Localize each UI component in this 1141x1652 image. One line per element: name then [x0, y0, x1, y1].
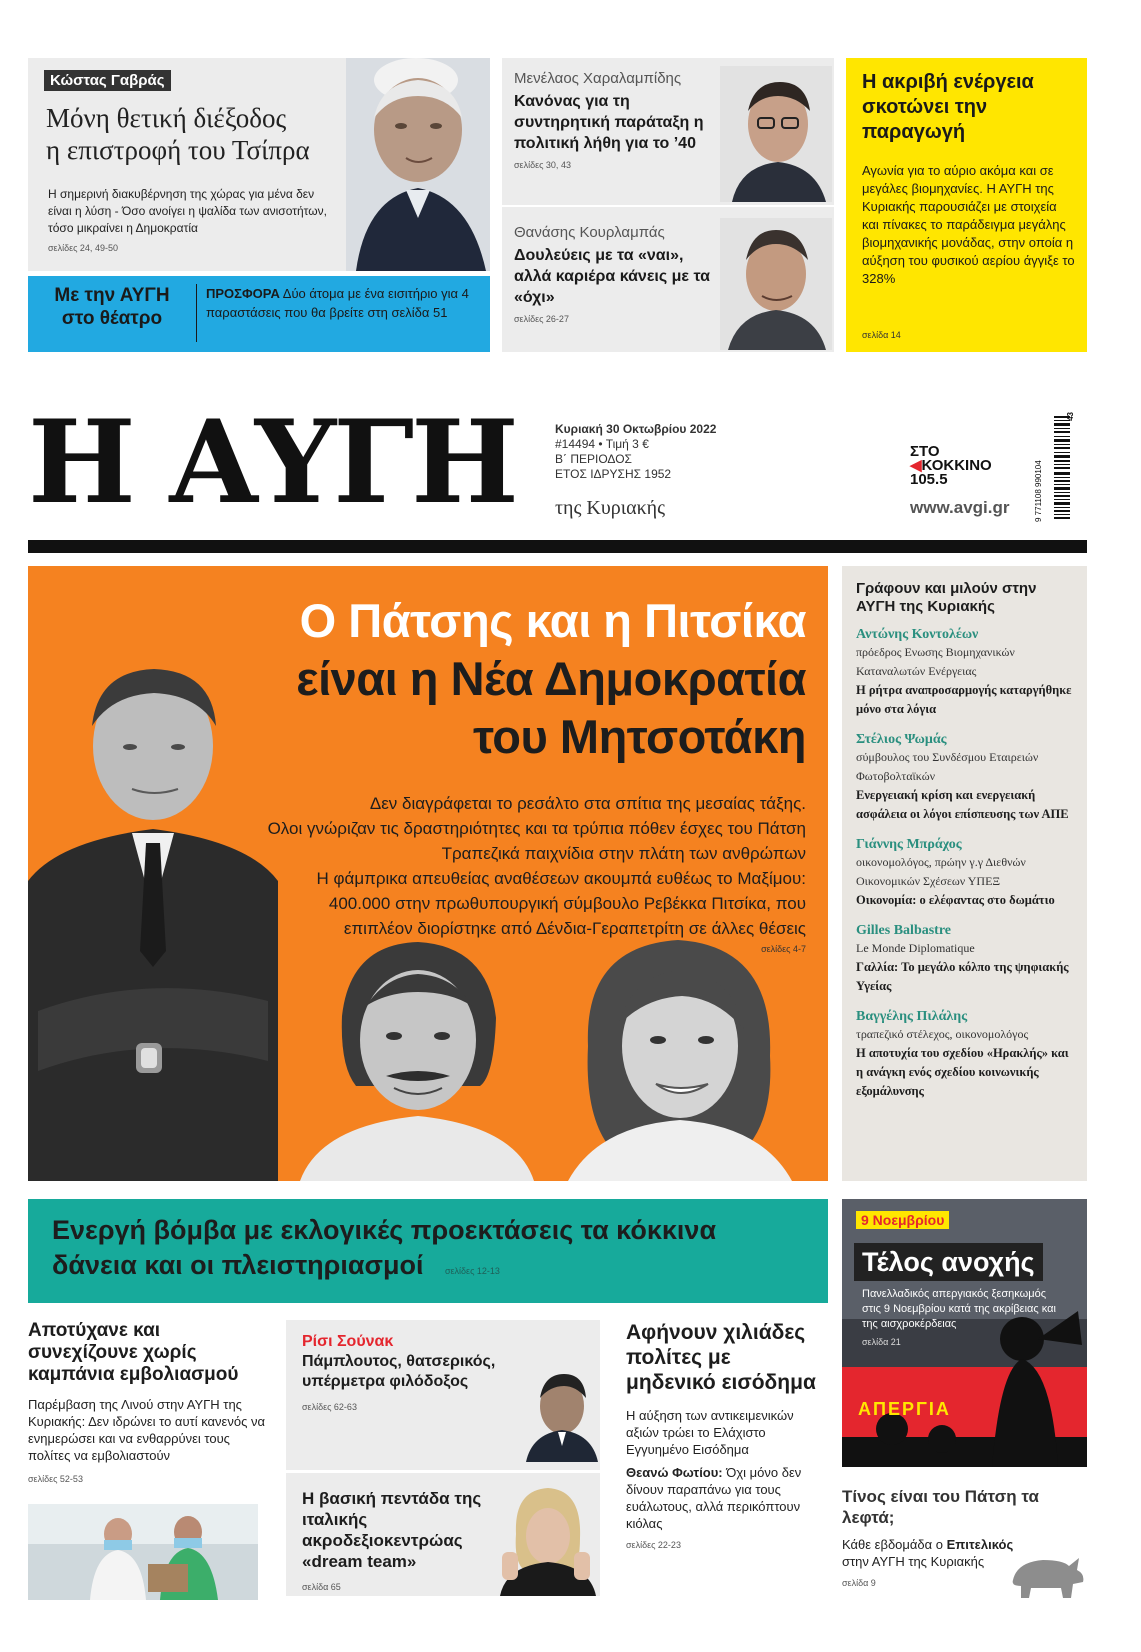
- gavras-interview-box[interactable]: [28, 58, 490, 271]
- lead-body-line: 400.000 στην πρωθυπουργική σύμβουλο Ρεβέκκα Πιτσίκα, που: [328, 894, 806, 913]
- charalampidis-article[interactable]: [514, 70, 714, 170]
- masthead-subtitle: της Κυριακής: [555, 497, 666, 519]
- lead-headline: [166, 592, 806, 766]
- masthead-rule: [28, 540, 1087, 553]
- theatre-offer-text: Δύο άτομα με ένα εισιτήριο για 4 παραστάσεις που θα βρείτε στη σελίδα 51: [206, 286, 469, 320]
- masthead-title: Η ΑΥΓΗ: [28, 395, 516, 529]
- lead-headline-line2: είναι η Νέα Δημοκρατία: [296, 652, 806, 705]
- meloni-photo: [494, 1484, 598, 1596]
- income-quote-text: Όχι μόνο δεν δίνουν παραπάνω για τους ευάλωτους, αλλά περικόπτουν κιόλας: [626, 1465, 802, 1531]
- gavras-label: Κώστας Γαβράς: [44, 70, 171, 91]
- foreign-divider: [286, 1470, 600, 1473]
- italy-article[interactable]: [302, 1488, 492, 1592]
- sidebar-item-role: οικονομολόγος, πρώην γ.γ Διεθνών Οικονομικών Σχέσεων ΥΠΕΞ: [856, 855, 1026, 888]
- charalampidis-pages: σελίδες 30, 43: [514, 160, 571, 170]
- masthead-founded: ΕΤΟΣ ΙΔΡΥΣΗΣ 1952: [555, 467, 672, 481]
- theatre-title-line1: Με την ΑΥΓΗ: [54, 285, 170, 306]
- loans-headline-text: Ενεργή βόμβα με εκλογικές προεκτάσεις τα κόκκινα δάνεια και οι πλειστηριασμοί: [52, 1215, 717, 1280]
- energy-pages: σελίδα 14: [862, 330, 901, 340]
- vaccination-photo: [28, 1504, 258, 1600]
- sidebar-item-role: πρόεδρος Ενωσης Βιομηχανικών Καταναλωτών Ενέργειας: [856, 645, 1015, 678]
- sidebar-item[interactable]: [856, 731, 1073, 824]
- lead-headline-line3: του Μητσοτάκη: [473, 710, 806, 763]
- masthead-price: • Τιμή 3 €: [598, 437, 649, 451]
- gavras-headline: [46, 102, 310, 166]
- sidebar-item[interactable]: [856, 1008, 1073, 1101]
- theatre-offer: [206, 284, 476, 322]
- kourlampas-article[interactable]: [514, 224, 714, 324]
- sidebar-item-title: Η αποτυχία του σχεδίου «Ηρακλής» και η ανάγκη ενός σχεδίου κοινωνικής εξομάλυνσης: [856, 1046, 1069, 1098]
- strike-photo: [842, 1199, 1087, 1467]
- sidebar-item-role: Le Monde Diplomatique: [856, 941, 975, 955]
- strike-date-label: 9 Νοεμβρίου: [856, 1211, 949, 1229]
- sidebar-item[interactable]: [856, 626, 1073, 719]
- vaccination-pages: σελίδες 52-53: [28, 1474, 83, 1484]
- sidebar-item-name: Αντώνης Κοντολέων: [856, 627, 979, 642]
- patsis-money-brand: Επιτελικός: [946, 1537, 1014, 1552]
- vaccination-article[interactable]: [28, 1320, 268, 1600]
- strike-box[interactable]: [842, 1199, 1087, 1467]
- gavras-headline-line2: η επιστροφή του Τσίπρα: [46, 135, 310, 165]
- income-article[interactable]: [626, 1320, 816, 1550]
- gavras-pages: σελίδες 24, 49-50: [48, 243, 118, 253]
- theatre-offer-label: ΠΡΟΣΦΟΡΑ: [206, 286, 280, 301]
- sunak-photo: [522, 1366, 598, 1462]
- lead-body-line: Ολοι γνώριζαν τις δραστηριότητες και τα τρύπια πόθεν έσχες του Πάτση: [267, 819, 806, 838]
- columns-divider: [502, 205, 834, 207]
- patsis-money-headline: Τίνος είναι του Πάτση τα λεφτά;: [842, 1487, 1039, 1527]
- income-quote-author: Θεανώ Φωτίου:: [626, 1465, 723, 1480]
- kourlampas-author: Θανάσης Κουρλαμπάς: [514, 224, 665, 241]
- gavras-photo: [346, 58, 490, 271]
- patsis-money-body: [842, 1536, 1022, 1570]
- sunak-pages: σελίδες 62-63: [302, 1402, 357, 1412]
- columns-box: [502, 58, 834, 352]
- income-pages: σελίδες 22-23: [626, 1540, 681, 1550]
- energy-box[interactable]: [846, 58, 1087, 352]
- rhino-icon: [1007, 1548, 1087, 1600]
- pitsika-photo: [548, 926, 808, 1181]
- sidebar-item-title: Η ρήτρα αναπροσαρμογής καταργήθηκε μόνο στα λόγια: [856, 683, 1072, 716]
- sidebar-item-role: τραπεζικό στέλεχος, οικονομολόγος: [856, 1027, 1029, 1041]
- masthead-meta: [555, 422, 716, 482]
- sidebar-item-name: Γιάννης Μπράχος: [856, 837, 962, 852]
- patsis-photo: [290, 936, 540, 1181]
- lead-headline-line1: Ο Πάτσης και η Πιτσίκα: [299, 594, 806, 647]
- masthead-period: Β΄ ΠΕΡΙΟΔΟΣ: [555, 452, 632, 466]
- lead-story[interactable]: [28, 566, 828, 1181]
- theatre-title-line2: στο θέατρο: [61, 308, 163, 329]
- sidebar-item-title: Γαλλία: Το μεγάλο κόλπο της ψηφιακής Υγείας: [856, 960, 1069, 993]
- vaccination-headline: Αποτύχανε και συνεχίζουνε χωρίς καμπάνια εμβολιασμού: [28, 1320, 239, 1385]
- masthead-date: Κυριακή 30 Οκτωβρίου 2022: [555, 422, 717, 436]
- sidebar-item[interactable]: [856, 836, 1073, 910]
- lead-body-line: Η φάμπρικα απευθείας αναθέσεων ακουμπά ευθέως το Μαξίμου:: [316, 869, 806, 888]
- sidebar-item[interactable]: [856, 922, 1073, 996]
- kourlampas-photo: [720, 218, 832, 350]
- patsis-money-body-post: στην ΑΥΓΗ της Κυριακής: [842, 1554, 985, 1569]
- sidebar-item-title: Οικονομία: ο ελέφαντας στο δωμάτιο: [856, 893, 1055, 907]
- income-body: Η αύξηση των αντικειμενικών αξιών τρώει το Ελάχιστο Εγγυημένο Εισόδημα: [626, 1408, 794, 1457]
- lead-body-line: επιπλέον διορίστηκε από Δένδια-Γεραπετρίτη σε άλλες θέσεις: [343, 919, 806, 938]
- foreign-box: [286, 1320, 600, 1596]
- theatre-offer-box[interactable]: [28, 276, 490, 352]
- sidebar-item-role: σύμβουλος του Συνδέσμου Εταιρειών Φωτοβολταϊκών: [856, 750, 1039, 783]
- radio-logo[interactable]: [910, 445, 992, 487]
- sunak-label: Ρίσι Σούνακ: [302, 1333, 394, 1350]
- income-quote: [626, 1464, 816, 1532]
- sidebar-heading: Γράφουν και μιλούν στην ΑΥΓΗ της Κυριακής: [856, 580, 1037, 615]
- radio-arrow-icon: ◀: [910, 457, 922, 474]
- website-link[interactable]: www.avgi.gr: [910, 498, 1010, 517]
- sidebar-item-name: Στέλιος Ψωμάς: [856, 732, 947, 747]
- sidebar-item-name: Gilles Balbastre: [856, 923, 952, 938]
- lead-body-line: Δεν διαγράφεται το ρεσάλτο στα σπίτια της μεσαίας τάξης.: [369, 794, 806, 813]
- theatre-divider: [196, 284, 197, 342]
- energy-headline: Η ακριβή ενέργεια σκοτώνει την παραγωγή: [862, 71, 1034, 143]
- gavras-body: Η σημερινή διακυβέρνηση της χώρας για μένα δεν είναι η λύση - Όσο ανοίγει η ψαλίδα των ανισοτήτων, τόσο μικραίνει η Δημοκρατία: [48, 187, 327, 235]
- strike-headline: Τέλος ανοχής: [854, 1243, 1043, 1281]
- theatre-title: [42, 284, 182, 330]
- charalampidis-headline: Κανόνας για τη συντηρητική παράταξη η πολιτική λήθη για το ’40: [514, 93, 704, 152]
- strike-banner-text: ΑΠΕΡΓΙΑ: [858, 1399, 951, 1419]
- strike-body: Πανελλαδικός απεργιακός ξεσηκωμός στις 9 Νοεμβρίου κατά της ακρίβειας και της αισχροκέρδειας: [862, 1288, 1056, 1330]
- gavras-headline-line1: Μόνη θετική διέξοδος: [46, 103, 287, 133]
- lead-body: [206, 791, 806, 941]
- masthead-issue: #14494: [555, 437, 596, 451]
- barcode-issue: 43: [1066, 412, 1075, 421]
- kourlampas-pages: σελίδες 26-27: [514, 314, 569, 324]
- sidebar-item-title: Ενεργειακή κρίση και ενεργειακή ασφάλεια οι λόγοι επίσπευσης των ΑΠΕ: [856, 788, 1069, 821]
- barcode-digits: 9 771108 990104: [1034, 460, 1043, 522]
- loans-headline: [52, 1213, 752, 1289]
- charalampidis-photo: [720, 66, 832, 202]
- sunak-headline: Πάμπλουτος, θατσερικός, υπέρμετρα φιλόδοξος: [302, 1353, 496, 1390]
- strike-pages: σελίδα 21: [862, 1337, 901, 1347]
- radio-line2: ΚΟΚΚΙΝΟ: [921, 457, 992, 474]
- vaccination-body: Παρέμβαση της Λινού στην ΑΥΓΗ της Κυριακής: Δεν ιδρώνει το αυτί κανενός να ενημερώσει και να ενθαρρύνει τους πολίτες να εμβολιαστούν: [28, 1397, 265, 1463]
- patsis-money-pages: σελίδα 9: [842, 1578, 876, 1588]
- contributors-sidebar: [842, 566, 1087, 1181]
- charalampidis-author: Μενέλαος Χαραλαμπίδης: [514, 70, 682, 87]
- loans-pages: σελίδες 12-13: [444, 1266, 500, 1276]
- loans-banner[interactable]: [28, 1199, 828, 1303]
- italy-headline: Η βασική πεντάδα της ιταλικής ακροδεξιοκεντρώας «dream team»: [302, 1489, 482, 1571]
- lead-pages: σελίδες 4-7: [761, 944, 806, 954]
- italy-pages: σελίδα 65: [302, 1582, 341, 1592]
- lead-body-line: Τραπεζικά παιχνίδια στην πλάτη των ανθρώπων: [441, 844, 806, 863]
- energy-body: Αγωνία για το αύριο ακόμα και σε μεγάλες βιομηχανίες. Η ΑΥΓΗ της Κυριακής παρουσιάζει με στοιχεία και πίνακες το παράδειγμα μεγάλης βιομηχανικής μονάδας, στην οποία η αύξηση του φυσικού αερίου άγγιξε το 328%: [862, 163, 1075, 286]
- sidebar-item-name: Βαγγέλης Πιλάλης: [856, 1009, 968, 1024]
- sunak-article[interactable]: [302, 1332, 522, 1412]
- patsis-money-body-pre: Κάθε εβδομάδα ο: [842, 1537, 944, 1552]
- kourlampas-headline: Δουλεύεις με τα «ναι», αλλά καριέρα κάνεις με τα «όχι»: [514, 247, 710, 306]
- barcode: [1052, 412, 1080, 522]
- radio-line1: ΣΤΟ: [910, 443, 940, 460]
- patsis-money-article[interactable]: [842, 1486, 1087, 1588]
- radio-freq: 105.5: [910, 471, 948, 488]
- income-headline: Αφήνουν χιλιάδες πολίτες με μηδενικό εισόδημα: [626, 1321, 816, 1394]
